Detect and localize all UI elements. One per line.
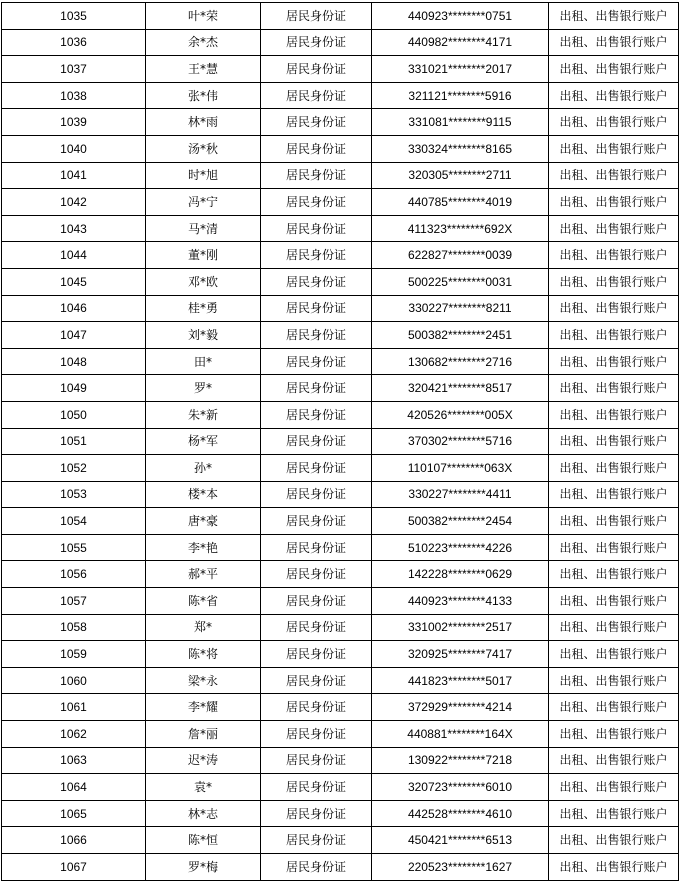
document-type-cell: 居民身份证 — [261, 109, 372, 136]
reason-cell: 出租、出售银行账户 — [549, 694, 679, 721]
row-number-cell: 1061 — [2, 694, 146, 721]
table-row — [2, 375, 679, 402]
table-row — [2, 614, 679, 641]
table-row — [2, 508, 679, 535]
row-number-cell: 1065 — [2, 800, 146, 827]
reason-cell: 出租、出售银行账户 — [549, 242, 679, 269]
document-type-cell: 居民身份证 — [261, 82, 372, 109]
name-cell: 林*志 — [146, 800, 261, 827]
table-row — [2, 641, 679, 668]
name-cell: 李*耀 — [146, 694, 261, 721]
document-type-cell: 居民身份证 — [261, 667, 372, 694]
document-type-cell: 居民身份证 — [261, 242, 372, 269]
document-type-cell: 居民身份证 — [261, 694, 372, 721]
document-type-cell: 居民身份证 — [261, 774, 372, 801]
table-row — [2, 800, 679, 827]
name-cell: 楼*本 — [146, 481, 261, 508]
row-number-cell: 1057 — [2, 588, 146, 615]
table-row — [2, 3, 679, 30]
name-cell: 罗*梅 — [146, 854, 261, 881]
name-cell: 陈*恒 — [146, 827, 261, 854]
name-cell: 时*旭 — [146, 162, 261, 189]
record-table — [1, 2, 679, 881]
reason-cell: 出租、出售银行账户 — [549, 747, 679, 774]
id-number-cell: 320723********6010 — [372, 774, 549, 801]
name-cell: 冯*宁 — [146, 189, 261, 216]
table-row — [2, 667, 679, 694]
id-number-cell: 440881********164X — [372, 721, 549, 748]
table-row — [2, 295, 679, 322]
reason-cell: 出租、出售银行账户 — [549, 614, 679, 641]
id-number-cell: 330227********4411 — [372, 481, 549, 508]
row-number-cell: 1048 — [2, 348, 146, 375]
name-cell: 郑* — [146, 614, 261, 641]
table-row — [2, 747, 679, 774]
reason-cell: 出租、出售银行账户 — [549, 82, 679, 109]
row-number-cell: 1054 — [2, 508, 146, 535]
record-table-container — [1, 2, 679, 881]
id-number-cell: 321121********5916 — [372, 82, 549, 109]
document-type-cell: 居民身份证 — [261, 827, 372, 854]
table-row — [2, 561, 679, 588]
document-type-cell: 居民身份证 — [261, 215, 372, 242]
row-number-cell: 1047 — [2, 322, 146, 349]
name-cell: 孙* — [146, 455, 261, 482]
row-number-cell: 1038 — [2, 82, 146, 109]
reason-cell: 出租、出售银行账户 — [549, 268, 679, 295]
id-number-cell: 331002********2517 — [372, 614, 549, 641]
table-row — [2, 827, 679, 854]
row-number-cell: 1046 — [2, 295, 146, 322]
id-number-cell: 440923********4133 — [372, 588, 549, 615]
reason-cell: 出租、出售银行账户 — [549, 401, 679, 428]
table-row — [2, 854, 679, 881]
reason-cell: 出租、出售银行账户 — [549, 162, 679, 189]
document-type-cell: 居民身份证 — [261, 854, 372, 881]
name-cell: 朱*新 — [146, 401, 261, 428]
table-row — [2, 588, 679, 615]
row-number-cell: 1062 — [2, 721, 146, 748]
id-number-cell: 331081********9115 — [372, 109, 549, 136]
document-type-cell: 居民身份证 — [261, 508, 372, 535]
record-table-body — [2, 3, 679, 881]
id-number-cell: 320421********8517 — [372, 375, 549, 402]
name-cell: 董*刚 — [146, 242, 261, 269]
document-type-cell: 居民身份证 — [261, 29, 372, 56]
id-number-cell: 220523********1627 — [372, 854, 549, 881]
table-row — [2, 268, 679, 295]
table-row — [2, 694, 679, 721]
row-number-cell: 1063 — [2, 747, 146, 774]
id-number-cell: 130922********7218 — [372, 747, 549, 774]
row-number-cell: 1050 — [2, 401, 146, 428]
name-cell: 张*伟 — [146, 82, 261, 109]
document-type-cell: 居民身份证 — [261, 614, 372, 641]
id-number-cell: 330227********8211 — [372, 295, 549, 322]
document-type-cell: 居民身份证 — [261, 534, 372, 561]
reason-cell: 出租、出售银行账户 — [549, 455, 679, 482]
row-number-cell: 1044 — [2, 242, 146, 269]
document-type-cell: 居民身份证 — [261, 348, 372, 375]
row-number-cell: 1060 — [2, 667, 146, 694]
name-cell: 梁*永 — [146, 667, 261, 694]
table-row — [2, 774, 679, 801]
reason-cell: 出租、出售银行账户 — [549, 667, 679, 694]
id-number-cell: 500382********2451 — [372, 322, 549, 349]
document-type-cell: 居民身份证 — [261, 455, 372, 482]
table-row — [2, 721, 679, 748]
reason-cell: 出租、出售银行账户 — [549, 588, 679, 615]
name-cell: 李*艳 — [146, 534, 261, 561]
name-cell: 王*慧 — [146, 56, 261, 83]
table-row — [2, 481, 679, 508]
reason-cell: 出租、出售银行账户 — [549, 508, 679, 535]
name-cell: 陈*将 — [146, 641, 261, 668]
row-number-cell: 1059 — [2, 641, 146, 668]
id-number-cell: 372929********4214 — [372, 694, 549, 721]
reason-cell: 出租、出售银行账户 — [549, 481, 679, 508]
name-cell: 林*雨 — [146, 109, 261, 136]
table-row — [2, 109, 679, 136]
row-number-cell: 1049 — [2, 375, 146, 402]
name-cell: 唐*豪 — [146, 508, 261, 535]
id-number-cell: 320925********7417 — [372, 641, 549, 668]
reason-cell: 出租、出售银行账户 — [549, 295, 679, 322]
reason-cell: 出租、出售银行账户 — [549, 827, 679, 854]
name-cell: 刘*毅 — [146, 322, 261, 349]
reason-cell: 出租、出售银行账户 — [549, 774, 679, 801]
id-number-cell: 622827********0039 — [372, 242, 549, 269]
id-number-cell: 440923********0751 — [372, 3, 549, 30]
reason-cell: 出租、出售银行账户 — [549, 348, 679, 375]
table-row — [2, 242, 679, 269]
reason-cell: 出租、出售银行账户 — [549, 3, 679, 30]
row-number-cell: 1064 — [2, 774, 146, 801]
row-number-cell: 1036 — [2, 29, 146, 56]
id-number-cell: 450421********6513 — [372, 827, 549, 854]
row-number-cell: 1051 — [2, 428, 146, 455]
reason-cell: 出租、出售银行账户 — [549, 534, 679, 561]
document-type-cell: 居民身份证 — [261, 135, 372, 162]
row-number-cell: 1067 — [2, 854, 146, 881]
name-cell: 郝*平 — [146, 561, 261, 588]
name-cell: 袁* — [146, 774, 261, 801]
id-number-cell: 370302********5716 — [372, 428, 549, 455]
document-type-cell: 居民身份证 — [261, 481, 372, 508]
name-cell: 杨*军 — [146, 428, 261, 455]
table-row — [2, 455, 679, 482]
row-number-cell: 1066 — [2, 827, 146, 854]
id-number-cell: 142228********0629 — [372, 561, 549, 588]
reason-cell: 出租、出售银行账户 — [549, 561, 679, 588]
table-row — [2, 29, 679, 56]
name-cell: 汤*秋 — [146, 135, 261, 162]
reason-cell: 出租、出售银行账户 — [549, 56, 679, 83]
id-number-cell: 331021********2017 — [372, 56, 549, 83]
id-number-cell: 440785********4019 — [372, 189, 549, 216]
document-type-cell: 居民身份证 — [261, 428, 372, 455]
document-type-cell: 居民身份证 — [261, 561, 372, 588]
id-number-cell: 500225********0031 — [372, 268, 549, 295]
name-cell: 叶*荣 — [146, 3, 261, 30]
id-number-cell: 500382********2454 — [372, 508, 549, 535]
id-number-cell: 110107********063X — [372, 455, 549, 482]
reason-cell: 出租、出售银行账户 — [549, 215, 679, 242]
reason-cell: 出租、出售银行账户 — [549, 375, 679, 402]
document-type-cell: 居民身份证 — [261, 56, 372, 83]
row-number-cell: 1037 — [2, 56, 146, 83]
document-type-cell: 居民身份证 — [261, 375, 372, 402]
document-type-cell: 居民身份证 — [261, 401, 372, 428]
table-row — [2, 322, 679, 349]
reason-cell: 出租、出售银行账户 — [549, 322, 679, 349]
table-row — [2, 348, 679, 375]
reason-cell: 出租、出售银行账户 — [549, 109, 679, 136]
id-number-cell: 320305********2711 — [372, 162, 549, 189]
table-row — [2, 135, 679, 162]
name-cell: 迟*涛 — [146, 747, 261, 774]
reason-cell: 出租、出售银行账户 — [549, 641, 679, 668]
row-number-cell: 1056 — [2, 561, 146, 588]
document-type-cell: 居民身份证 — [261, 800, 372, 827]
document-type-cell: 居民身份证 — [261, 3, 372, 30]
row-number-cell: 1045 — [2, 268, 146, 295]
id-number-cell: 330324********8165 — [372, 135, 549, 162]
reason-cell: 出租、出售银行账户 — [549, 29, 679, 56]
row-number-cell: 1052 — [2, 455, 146, 482]
table-row — [2, 162, 679, 189]
id-number-cell: 441823********5017 — [372, 667, 549, 694]
name-cell: 罗* — [146, 375, 261, 402]
id-number-cell: 411323********692X — [372, 215, 549, 242]
document-type-cell: 居民身份证 — [261, 721, 372, 748]
reason-cell: 出租、出售银行账户 — [549, 135, 679, 162]
row-number-cell: 1058 — [2, 614, 146, 641]
row-number-cell: 1043 — [2, 215, 146, 242]
name-cell: 邓*欧 — [146, 268, 261, 295]
document-type-cell: 居民身份证 — [261, 189, 372, 216]
reason-cell: 出租、出售银行账户 — [549, 428, 679, 455]
id-number-cell: 440982********4171 — [372, 29, 549, 56]
row-number-cell: 1040 — [2, 135, 146, 162]
row-number-cell: 1053 — [2, 481, 146, 508]
row-number-cell: 1041 — [2, 162, 146, 189]
document-type-cell: 居民身份证 — [261, 588, 372, 615]
name-cell: 詹*丽 — [146, 721, 261, 748]
table-row — [2, 428, 679, 455]
row-number-cell: 1035 — [2, 3, 146, 30]
id-number-cell: 420526********005X — [372, 401, 549, 428]
document-type-cell: 居民身份证 — [261, 322, 372, 349]
name-cell: 余*杰 — [146, 29, 261, 56]
table-row — [2, 56, 679, 83]
name-cell: 田* — [146, 348, 261, 375]
id-number-cell: 510223********4226 — [372, 534, 549, 561]
table-row — [2, 215, 679, 242]
document-type-cell: 居民身份证 — [261, 747, 372, 774]
name-cell: 桂*勇 — [146, 295, 261, 322]
reason-cell: 出租、出售银行账户 — [549, 721, 679, 748]
row-number-cell: 1039 — [2, 109, 146, 136]
document-type-cell: 居民身份证 — [261, 268, 372, 295]
reason-cell: 出租、出售银行账户 — [549, 189, 679, 216]
document-type-cell: 居民身份证 — [261, 162, 372, 189]
table-row — [2, 401, 679, 428]
table-row — [2, 534, 679, 561]
name-cell: 马*清 — [146, 215, 261, 242]
id-number-cell: 130682********2716 — [372, 348, 549, 375]
document-type-cell: 居民身份证 — [261, 295, 372, 322]
table-row — [2, 189, 679, 216]
row-number-cell: 1042 — [2, 189, 146, 216]
row-number-cell: 1055 — [2, 534, 146, 561]
document-type-cell: 居民身份证 — [261, 641, 372, 668]
id-number-cell: 442528********4610 — [372, 800, 549, 827]
reason-cell: 出租、出售银行账户 — [549, 854, 679, 881]
name-cell: 陈*省 — [146, 588, 261, 615]
table-row — [2, 82, 679, 109]
reason-cell: 出租、出售银行账户 — [549, 800, 679, 827]
